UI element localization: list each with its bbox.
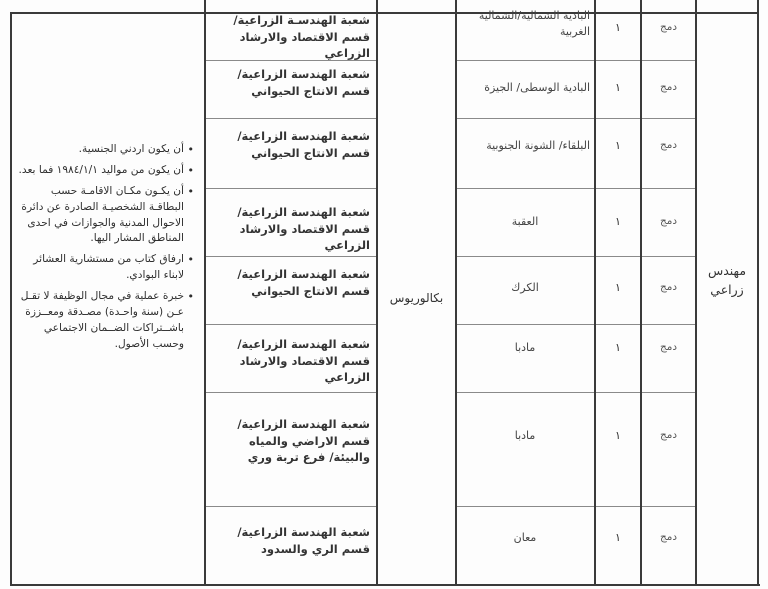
table-row-count: ١ (615, 429, 621, 442)
table-row-department: شعبة الهندسة الزراعية/ قسم الري والسدود (237, 525, 370, 556)
row-divider (456, 256, 696, 257)
job-title: مهندس زراعي (707, 263, 747, 297)
degree: بكالوريوس (389, 291, 444, 305)
table-row-count: ١ (615, 81, 621, 94)
column-divider (757, 0, 759, 586)
row-divider (205, 256, 377, 257)
table-row-region: العقبة (511, 215, 539, 228)
column-divider (10, 12, 12, 586)
requirement-item: • أن يكـون مكـان الاقامـة حسب البطاقـة الشخصيـة الصادرة عن دائرة الاحوال المدنية والجوازات في احدى المناطق المشار اليها. (16, 184, 194, 248)
table-row-count: ١ (615, 139, 621, 152)
table-row-count: ١ (615, 281, 621, 294)
column-divider (204, 0, 206, 586)
table-row-department: شعبة الهندسة الزراعية/ قسم الاقتصاد والارشاد الزراعي (237, 337, 370, 385)
table-row-type: دمج (659, 215, 678, 227)
table-row-region: البلقاء/ الشونة الجنوبية (486, 139, 590, 152)
column-divider (695, 0, 697, 586)
table-row-region: مادبا (514, 429, 536, 442)
table-row-type: دمج (659, 21, 678, 33)
table-row-count: ١ (615, 341, 621, 354)
row-divider (456, 60, 696, 61)
table-row-department: شعبة الهندسة الزراعية/ قسم الانتاج الحيواني (237, 129, 370, 160)
row-divider (205, 118, 377, 119)
row-divider (456, 392, 696, 393)
row-divider (205, 392, 377, 393)
table-row-type: دمج (659, 81, 678, 93)
table-row-department: شعبة الهندسـة الزراعية/ قسم الاقتصاد والارشاد الزراعي (233, 13, 370, 61)
table-row-type: دمج (659, 341, 678, 353)
table-row-count: ١ (615, 215, 621, 228)
requirement-item: • خبرة عملية في مجال الوظيفة لا تقـل عـن (سنة واحـدة) مصـدقة ومعــززة باشــتراكات الضــمان الاجتماعي وحسب الأصول. (16, 289, 194, 353)
table-row-count: ١ (615, 21, 621, 34)
table-row-region: البادية الوسطى/ الجيزة (484, 81, 590, 94)
table-bottom-border (10, 584, 760, 586)
table-row-region: معان (513, 531, 537, 544)
table-row-type: دمج (659, 531, 678, 543)
row-divider (205, 324, 377, 325)
table-row-region: البادية الشمالية/الشمالية الغربية (478, 9, 590, 38)
table-row-department: شعبة الهندسة الزراعية/قسم الاراضي والمياه والبيئة/ فرع تربة وري (237, 417, 370, 465)
requirement-item: • أن يكون من مواليد ١٩٨٤/١/١ فما بعد. (16, 163, 194, 179)
row-divider (456, 188, 696, 189)
row-divider (205, 188, 377, 189)
row-divider (456, 324, 696, 325)
table-row-count: ١ (615, 531, 621, 544)
table-row-type: دمج (659, 281, 678, 293)
row-divider (456, 118, 696, 119)
row-divider (205, 506, 377, 507)
column-divider (376, 0, 378, 586)
requirement-item: • أن يكون اردني الجنسية. (16, 142, 194, 158)
table-row-region: مادبا (514, 341, 536, 354)
table-row-department: شعبة الهندسة الزراعية/ قسم الانتاج الحيواني (237, 267, 370, 298)
row-divider (456, 506, 696, 507)
column-divider (455, 0, 457, 586)
table-row-region: الكرك (511, 281, 539, 294)
requirement-item: • ارفاق كتاب من مستشارية العشائر لابناء البوادي. (16, 252, 194, 284)
table-row-department: شعبة الهندسة الزراعية/ قسم الاقتصاد والارشاد الزراعي (237, 205, 370, 253)
table-row-type: دمج (659, 429, 678, 441)
table-top-border (12, 12, 758, 14)
table-row-type: دمج (659, 139, 678, 151)
table-row-department: شعبة الهندسة الزراعية/ قسم الانتاج الحيواني (237, 67, 370, 98)
requirements-list (16, 142, 194, 358)
